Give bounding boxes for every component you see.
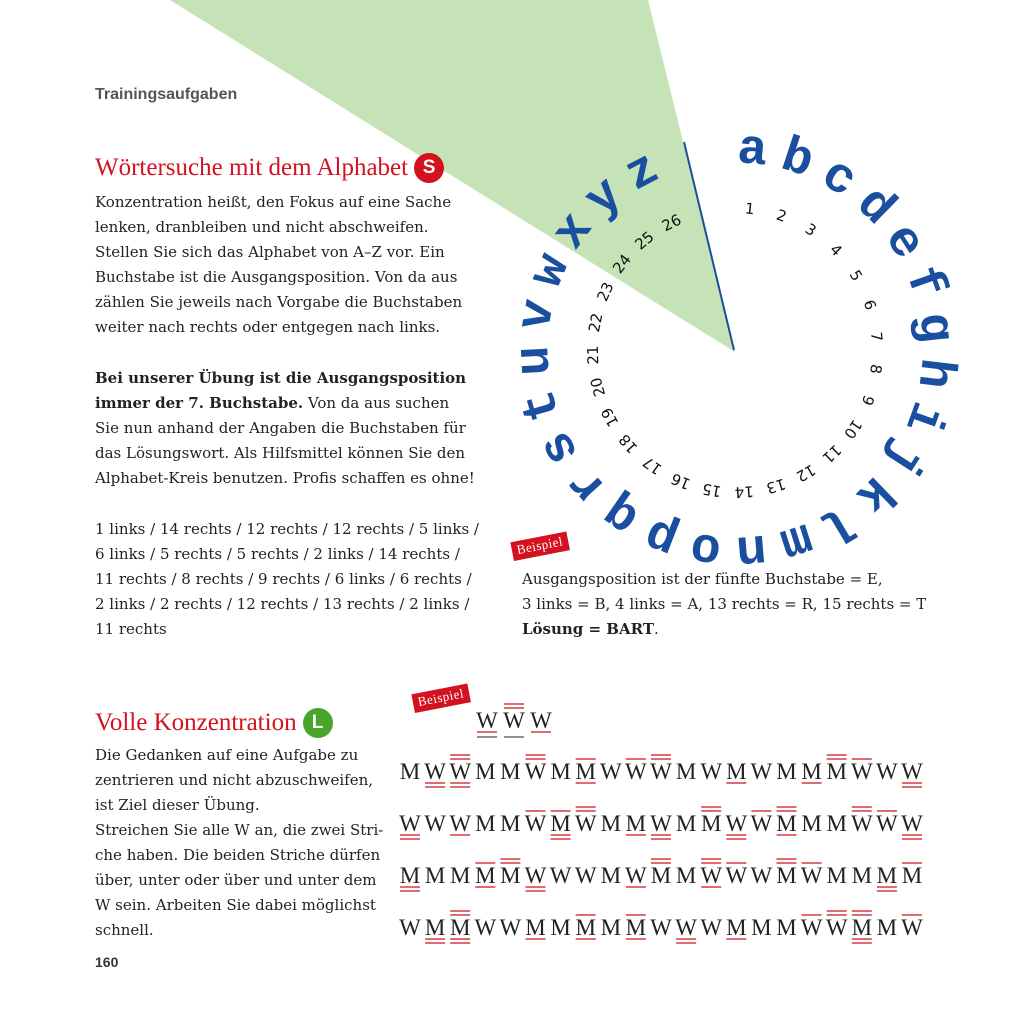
wheel-number: 21 bbox=[583, 345, 603, 365]
wheel-letter: t bbox=[511, 383, 575, 428]
letter-m[interactable]: M bbox=[575, 759, 596, 784]
example-line: Ausgangsposition ist der fünfte Buchstabe = E, bbox=[522, 570, 883, 588]
letter-m[interactable]: M bbox=[700, 811, 722, 836]
letter-w[interactable]: W bbox=[901, 759, 923, 784]
letter-m[interactable]: M bbox=[776, 759, 797, 784]
letter-m[interactable]: M bbox=[550, 759, 571, 784]
letter-m[interactable]: M bbox=[625, 811, 647, 836]
letter-w[interactable]: W bbox=[530, 708, 552, 733]
letter-m[interactable]: M bbox=[550, 915, 571, 940]
letter-m[interactable]: M bbox=[675, 759, 697, 784]
letter-w[interactable]: W bbox=[750, 811, 773, 836]
letter-w[interactable]: W bbox=[499, 915, 522, 940]
letter-m[interactable]: M bbox=[475, 811, 496, 836]
wheel-number: 15 bbox=[700, 479, 723, 501]
section-label: Trainingsaufgaben bbox=[95, 86, 238, 103]
intro-line: Stellen Sie sich das Alphabet von A–Z vor. Ein bbox=[95, 243, 445, 261]
wheel-letter: p bbox=[637, 504, 687, 569]
wheel-letter: u bbox=[506, 344, 565, 377]
wheel-number: 16 bbox=[668, 469, 693, 494]
letter-w[interactable]: W bbox=[800, 915, 823, 940]
letter-w[interactable]: W bbox=[503, 708, 525, 733]
letter-m[interactable]: M bbox=[550, 811, 571, 836]
wheel-number: 26 bbox=[659, 210, 685, 236]
wheel-number: 14 bbox=[734, 482, 755, 502]
letter-m[interactable]: M bbox=[901, 863, 923, 888]
letter-w[interactable]: W bbox=[476, 708, 498, 733]
wheel-letter: s bbox=[528, 420, 593, 475]
letter-m[interactable]: M bbox=[399, 759, 421, 784]
rule-line: Sie nun anhand der Angaben die Buchstaben für bbox=[95, 419, 466, 437]
letter-w[interactable]: W bbox=[725, 863, 748, 888]
letter-m[interactable]: M bbox=[751, 915, 772, 940]
letter-m[interactable]: M bbox=[876, 863, 898, 888]
wheel-letter: b bbox=[773, 128, 821, 192]
letter-m[interactable]: M bbox=[475, 863, 496, 888]
wheel-letter: r bbox=[555, 454, 619, 515]
letter-m[interactable]: M bbox=[675, 863, 697, 888]
letter-m[interactable]: M bbox=[776, 915, 797, 940]
section2-line: schnell. bbox=[95, 921, 154, 939]
letter-w[interactable]: W bbox=[850, 759, 873, 784]
difficulty-badge-l: L bbox=[303, 708, 333, 738]
task-list bbox=[95, 517, 479, 642]
letter-w[interactable]: W bbox=[599, 759, 622, 784]
wheel-letter: x bbox=[541, 202, 606, 261]
rule-line: das Lösungswort. Als Hilfsmittel können Sie den bbox=[95, 444, 466, 462]
example-line-end: . bbox=[654, 620, 659, 638]
letter-m[interactable]: M bbox=[500, 863, 521, 888]
task-line: 1 links / 14 rechts / 12 rechts / 12 rechts / 5 links / bbox=[95, 520, 479, 538]
letter-w[interactable]: W bbox=[800, 863, 823, 888]
wheel-letter: l bbox=[810, 489, 866, 554]
letter-m[interactable]: M bbox=[826, 811, 847, 836]
letter-w[interactable]: W bbox=[574, 863, 597, 888]
letter-m[interactable]: M bbox=[500, 759, 521, 784]
letter-w[interactable]: W bbox=[524, 759, 547, 784]
wheel-letter: f bbox=[891, 259, 956, 307]
wheel-number: 2 bbox=[774, 205, 789, 226]
letter-m[interactable]: M bbox=[776, 863, 797, 888]
letter-m[interactable]: M bbox=[475, 759, 496, 784]
wheel-number: 25 bbox=[631, 227, 658, 254]
letter-w[interactable]: W bbox=[574, 811, 597, 836]
rule-bold-line: Bei unserer Übung ist die Ausgangsposition bbox=[95, 369, 467, 387]
letter-w[interactable]: W bbox=[700, 863, 723, 888]
letter-w[interactable]: W bbox=[901, 915, 923, 940]
section2-title-text: Volle Konzentration bbox=[95, 709, 297, 736]
letter-m[interactable]: M bbox=[449, 863, 471, 888]
letter-w[interactable]: W bbox=[399, 811, 421, 836]
letter-m[interactable]: M bbox=[600, 863, 622, 888]
letter-w[interactable]: W bbox=[625, 863, 647, 888]
letter-w[interactable]: W bbox=[700, 759, 723, 784]
letter-w[interactable]: W bbox=[876, 759, 898, 784]
example-line: 3 links = B, 4 links = A, 13 rechts = R, 15 rechts = T bbox=[522, 595, 927, 613]
letter-m[interactable]: M bbox=[851, 863, 873, 888]
letter-m[interactable]: M bbox=[776, 811, 797, 836]
wheel-letter: q bbox=[592, 482, 650, 547]
letter-m[interactable]: M bbox=[675, 811, 697, 836]
rule-line: Von da aus suchen bbox=[303, 394, 450, 412]
letter-m[interactable]: M bbox=[876, 915, 898, 940]
letter-m[interactable]: M bbox=[424, 915, 446, 940]
letter-w[interactable]: W bbox=[650, 915, 672, 940]
wheel-number: 23 bbox=[593, 279, 618, 305]
letter-m[interactable]: M bbox=[449, 915, 471, 940]
letter-w[interactable]: W bbox=[750, 863, 773, 888]
section2-line: Die Gedanken auf eine Aufgabe zu bbox=[95, 746, 359, 764]
wheel-number: 20 bbox=[586, 375, 610, 399]
wheel-letter: g bbox=[903, 309, 964, 346]
section1-title-text: Wörtersuche mit dem Alphabet bbox=[95, 154, 409, 181]
section2-title bbox=[95, 708, 333, 738]
letter-m[interactable]: M bbox=[500, 811, 521, 836]
intro-line: lenken, dranbleiben und nicht abschweifen. bbox=[95, 218, 429, 236]
wheel-number: 3 bbox=[801, 219, 820, 240]
wheel-letter: e bbox=[871, 214, 936, 271]
wheel-number: 17 bbox=[639, 452, 666, 479]
intro-line: weiter nach rechts oder entgegen nach links. bbox=[95, 318, 441, 336]
letter-w[interactable]: W bbox=[700, 915, 723, 940]
section2-line: ist Ziel dieser Übung. bbox=[95, 796, 260, 814]
task-line: 6 links / 5 rechts / 5 rechts / 2 links / 14 rechts / bbox=[95, 545, 460, 563]
wheel-number: 9 bbox=[857, 392, 878, 409]
wheel-number: 18 bbox=[615, 430, 642, 457]
wheel-letter: z bbox=[616, 140, 670, 205]
wheel-number: 12 bbox=[793, 460, 819, 486]
letter-m[interactable]: M bbox=[625, 915, 647, 940]
rule-bold-line: immer der 7. Buchstabe. bbox=[95, 394, 304, 412]
difficulty-badge-s: S bbox=[414, 153, 444, 183]
letter-w[interactable]: W bbox=[675, 915, 697, 940]
letter-m[interactable]: M bbox=[726, 915, 747, 940]
wheel-number: 13 bbox=[764, 474, 788, 498]
letter-w[interactable]: W bbox=[901, 811, 923, 836]
wheel-number: 8 bbox=[866, 363, 886, 375]
letter-w[interactable]: W bbox=[850, 811, 873, 836]
letter-w[interactable]: W bbox=[750, 759, 773, 784]
intro-line: Konzentration heißt, den Fokus auf eine Sache bbox=[95, 193, 452, 211]
wheel-number: 1 bbox=[744, 199, 756, 219]
section1-rule bbox=[95, 366, 475, 491]
wheel-letter: a bbox=[734, 121, 770, 181]
wheel-letter: d bbox=[844, 176, 906, 238]
wheel-letter: m bbox=[773, 508, 820, 573]
letter-m[interactable]: M bbox=[826, 863, 847, 888]
page-number: 160 bbox=[95, 954, 119, 970]
wheel-number: 4 bbox=[826, 240, 846, 260]
letter-w[interactable]: W bbox=[424, 811, 446, 836]
letter-m[interactable]: M bbox=[525, 915, 546, 940]
letter-m[interactable]: M bbox=[851, 915, 873, 940]
letter-m[interactable]: M bbox=[575, 915, 596, 940]
wheel-letter: n bbox=[734, 519, 769, 579]
section2-line: über, unter oder über und unter dem bbox=[95, 871, 377, 889]
example-tag-2: Beispiel bbox=[411, 684, 470, 713]
letter-w[interactable]: W bbox=[650, 811, 672, 836]
letter-m[interactable]: M bbox=[726, 759, 747, 784]
w-exercise-grid bbox=[395, 700, 955, 950]
letter-w[interactable]: W bbox=[524, 863, 547, 888]
wheel-number: 6 bbox=[859, 297, 880, 313]
example-tag: Beispiel bbox=[510, 532, 569, 561]
wheel-number: 10 bbox=[840, 416, 866, 443]
letter-m[interactable]: M bbox=[600, 811, 622, 836]
section2-body bbox=[95, 743, 383, 943]
letter-w[interactable]: W bbox=[474, 915, 497, 940]
section2-line: che haben. Die beiden Striche dürfen bbox=[95, 846, 381, 864]
letter-m[interactable]: M bbox=[650, 863, 672, 888]
wheel-letter: h bbox=[903, 355, 964, 392]
example-solution: Lösung = BART bbox=[522, 620, 654, 638]
wheel-letter: y bbox=[574, 166, 635, 230]
task-line: 2 links / 2 rechts / 12 rechts / 13 rechts / 2 links / bbox=[95, 595, 470, 613]
letter-w[interactable]: W bbox=[625, 759, 647, 784]
rule-line: Alphabet-Kreis benutzen. Profis schaffen es ohne! bbox=[95, 469, 475, 487]
letter-m[interactable]: M bbox=[424, 863, 446, 888]
letter-w[interactable]: W bbox=[449, 759, 472, 784]
letter-m[interactable]: M bbox=[399, 863, 421, 888]
letter-w[interactable]: W bbox=[399, 915, 421, 940]
letter-m[interactable]: M bbox=[801, 759, 822, 784]
letter-m[interactable]: M bbox=[801, 811, 822, 836]
wheel-letter: i bbox=[891, 393, 956, 442]
wheel-number: 19 bbox=[597, 404, 623, 430]
intro-line: zählen Sie jeweils nach Vorgabe die Buchstaben bbox=[95, 293, 463, 311]
letter-w[interactable]: W bbox=[549, 863, 572, 888]
wheel-number: 22 bbox=[585, 311, 607, 334]
letter-m[interactable]: M bbox=[826, 759, 847, 784]
letter-w[interactable]: W bbox=[650, 759, 672, 784]
wheel-letter: w bbox=[519, 246, 584, 297]
letter-m[interactable]: M bbox=[600, 915, 622, 940]
letter-w[interactable]: W bbox=[876, 811, 898, 836]
wheel-number: 11 bbox=[818, 440, 845, 467]
wheel-letter: k bbox=[843, 462, 905, 525]
wheel-number: 24 bbox=[609, 250, 635, 277]
wheel-number: 7 bbox=[866, 331, 886, 343]
letter-w[interactable]: W bbox=[449, 811, 472, 836]
section2-line: Streichen Sie alle W an, die zwei Stri- bbox=[95, 821, 384, 839]
wheel-letter: j bbox=[870, 430, 935, 487]
example-text bbox=[522, 567, 926, 642]
wheel-letter: c bbox=[810, 146, 867, 212]
letter-w[interactable]: W bbox=[725, 811, 748, 836]
task-line: 11 rechts bbox=[95, 620, 167, 638]
letter-w[interactable]: W bbox=[825, 915, 848, 940]
wheel-letter: o bbox=[686, 517, 725, 579]
task-line: 11 rechts / 8 rechts / 9 rechts / 6 links / 6 rechts / bbox=[95, 570, 472, 588]
section2-line: W sein. Arbeiten Sie dabei möglichst bbox=[95, 896, 376, 914]
section2-line: zentrieren und nicht abzuschweifen, bbox=[95, 771, 374, 789]
wheel-number: 5 bbox=[845, 266, 867, 285]
wheel-letter: v bbox=[507, 295, 569, 335]
section1-intro bbox=[95, 190, 462, 340]
letter-w[interactable]: W bbox=[524, 811, 547, 836]
letter-w[interactable]: W bbox=[424, 759, 446, 784]
intro-line: Buchstabe ist die Ausgangsposition. Von da aus bbox=[95, 268, 458, 286]
section1-title bbox=[95, 153, 444, 183]
